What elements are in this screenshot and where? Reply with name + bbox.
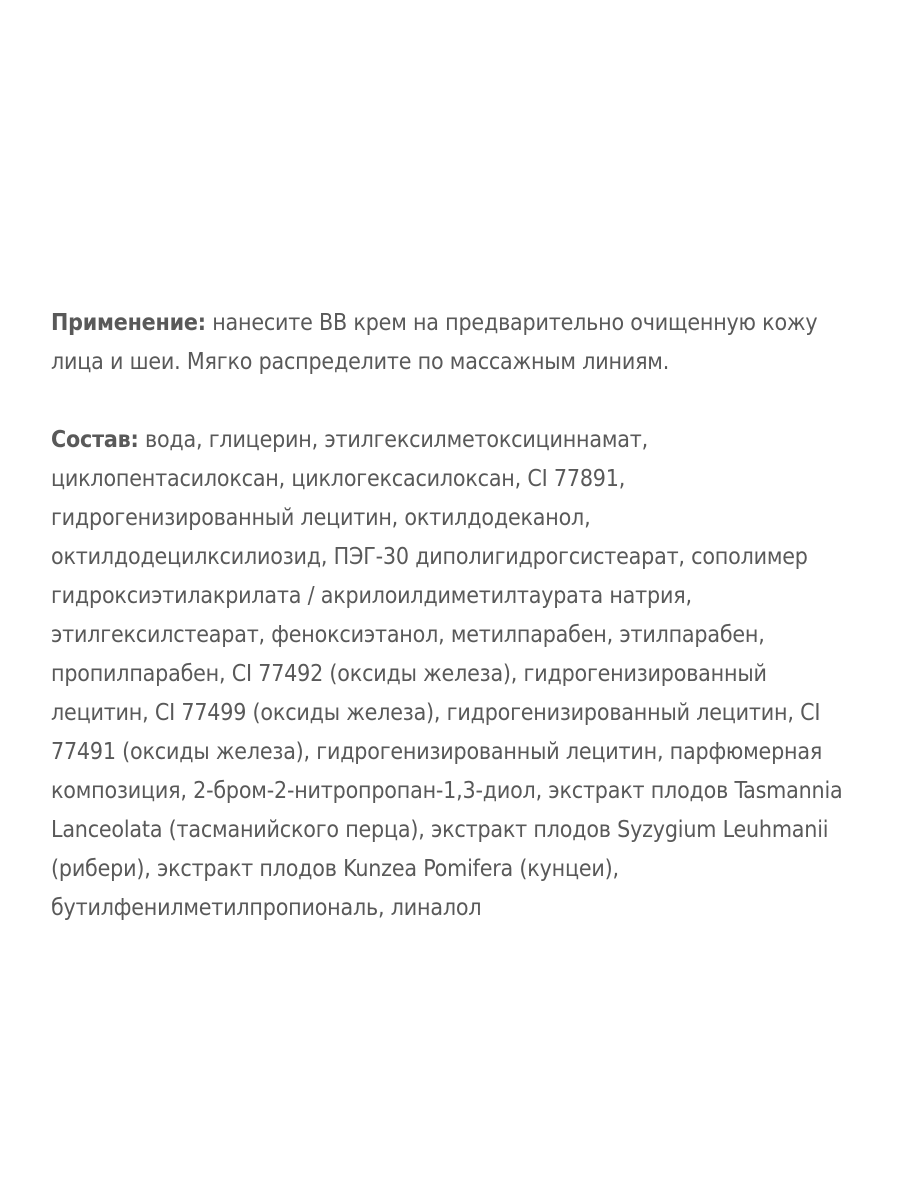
composition-label: Состав: [51,427,139,453]
usage-paragraph [51,304,863,382]
composition-text: вода, глицерин, этилгексилметоксициннамат, циклопентасилоксан, циклогексасилоксан, CI 77891, гидрогенизированный лецитин, октилдодеканол, октилдодецилксилиозид, ПЭГ-30 диполигидрогсистеарат, сополимер гидроксиэтилакрилата / акрилоилдиметилтаурата натрия, этилгексилстеарат, феноксиэтанол, метилпарабен, этилпарабен, пропилпарабен, CI 77492 (оксиды железа), гидрогенизированный лецитин, CI 77499 (оксиды железа), гидрогенизированный лецитин, CI 77491 (оксиды железа), гидрогенизированный лецитин, парфюмерная композиция, 2-бром-2-нитропропан-1,3-диол, экстракт плодов Tasmannia Lanceolata (тасманийского перца), экстракт плодов Syzygium Leuhmanii (рибери), экстракт плодов Kunzea Pomifera (кунцеи), бутилфенилметилпропиональ, линалол [51,427,843,921]
product-description [51,304,863,928]
composition-paragraph [51,421,863,928]
usage-text: нанесите BB крем на предварительно очищенную кожу лица и шеи. Мягко распределите по массажным линиям. [51,310,818,375]
usage-label: Применение: [51,310,206,336]
